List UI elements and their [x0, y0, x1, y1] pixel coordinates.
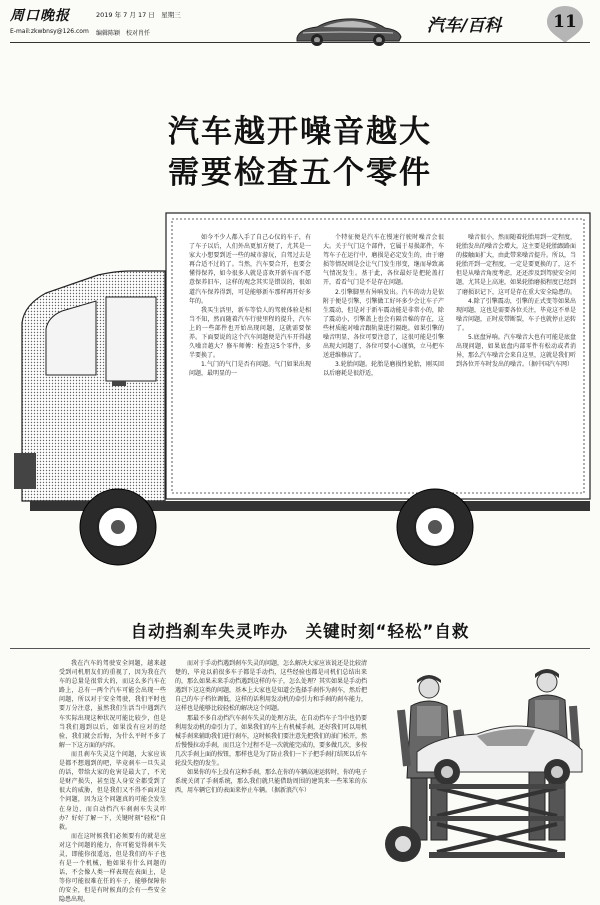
- paragraph: 而在这时候我们必须要有的就是应对这个问题的能力，你可能觉得刹车失灵，即能你很遥远，但是我们的车子也有是一个机械，他如果有什么问题的话，不会像人类一样表现在表面上，是等你可能很难在任的车子，能够保障你的安全，但是有时候真的会有一些安全隐患出现。: [59, 832, 166, 904]
- paragraph: 那最不多自动挡汽车刹车失灵的处理方法，在自动挡车子当中也仍要利用发动机的牵引力了，如果我们的车上有机械手刹，还好我们可以用机械手刹来辅助我们进行刹车，这时候我们要注意先把我们的油门松开，然后慢慢拉动手刹，而且这个过程不是一次就能完成的，要多做几次，多按几次手刹上面的按钮，那样也是为了防止我们一下子把手刹打结死以后车轮没失控的发生。: [175, 714, 368, 768]
- article2-column-1: [59, 659, 166, 905]
- paragraph: 个特征便是汽车在慢速行驶时噪音会很大。关于气门这个部件，它属于易损部件，车驾车子在运行中，磨损是必定发生的，由于磨损等情况则是会让气门发生形变，继而导致离气情况发生。基于此，各位最好是把轮盖打开，看看气门是不是存在问题。: [323, 234, 444, 287]
- editor-credits: 编辑陈颖 校对肖忏: [96, 30, 151, 37]
- paragraph: 我买生活里，新车等恰人的驾驶体验是相当不知，然而随着汽车行驶里程的提升，汽车上的一些部件也开始出现问题，这就需要保养。下面要说的这个汽车问题便是汽车开得越久噪音越大？修车师傅：检查这5个零件，多半要换了。: [189, 306, 311, 360]
- paragraph: 4.除了引擎震动，引擎的正式变等如果出现问题，这也是需要各位关注，毕竟这不单是噪音问题，正时皮带断裂，车子也就停止运转了。: [456, 297, 577, 332]
- header-divider: [10, 42, 590, 43]
- page-number: 11: [553, 12, 577, 32]
- article2-column-2: [175, 659, 367, 795]
- section-divider: [10, 648, 590, 649]
- article1-column-1: [189, 233, 311, 379]
- article1-column-3: [456, 233, 576, 369]
- headline-line-1: 汽车越开噪音越大: [168, 114, 432, 150]
- paragraph: 而对于手动挡遇到刹车失灵的问题，怎么解决大家应该说还是比较清楚的，毕竟以前很多车子都是手动挡，这些经验也都是司机们总结出来的，那么如果未来手动挡遇到这样的车子，怎么处理？其实如果是手动挡遇到下这这类的问题，基本上大家也是知道会选择手刹作为刹车，然后把自己的车子档位调低，这样的话利用发动机的牵引力和手刹的刹车能力，这样也是能够比较轻松的解决这个问题。: [175, 660, 368, 713]
- paragraph: 1.气门的气门是否有问题。气门如果出现问题，最明显的一: [189, 361, 311, 378]
- paragraph: 噪音很小，然而随着轮胎用到一定程度，轮胎发出的噪音会增大，这主要是轮胎跟路面的接触面扩大，由此带来噪音提升。所以，当轮胎开到一定程度，一定是要更换的了，这不但是从噪音角度考虑，还还涉及到驾驶安全问题，尤其是上高速，如果轮胎磨损程度已经到了磨损识记下，这可是存在重大安全隐患的。: [456, 234, 577, 296]
- masthead: 周口晚报: [10, 8, 70, 24]
- issue-date: 2019 年 7 月 17 日 星期三: [96, 11, 181, 19]
- article1-column-2: [323, 233, 444, 379]
- paragraph: 如果你的车上没有这种手刹，那么在你的车辆高速运转时，你的电子系统关闭了手刹系统，那么我们就只能借助周围的建筑来一些笨笨的东西，用车辆它们的表面来停止车辆。（据新浪汽车）: [175, 769, 368, 795]
- paragraph: 5.底盘异响。汽车噪音大也有可能是底盘出现问题，如果底盘内部零件有松动或者消异，那么汽车噪音会来自这里，这就是我们听到各位开车时发出的噪音。（据中国汽车网）: [456, 334, 577, 369]
- mechanics-lifting-car-illustration: [377, 666, 587, 871]
- paragraph: 而且刹车失灵这个问题，大家应该是都不想遇到的吧，毕竟刹车一旦失灵的话，带给大家的危害是最大了，不光是财产损失，甚至连人身安全都受到了很大的威胁，但是我们又不得不面对这个问题，因为这个问题真的可能会发生在身边，而自动挡汽车刹刹车失灵咋办？好好了解一下，关键时刻“轻松”自救。: [59, 750, 166, 831]
- paragraph: 如今不少人都入手了自己心仪的车子，有了车子以后，人们外出更加方便了，尤其是一家大小想要到近一些的城市游玩，自驾过去是再合适不过的了。当然，汽车要合开，也要会懂得保养，如今很多人就是喜欢开新车而不愿意保养旧车，这样的观念其实是错误的，很如道汽车保养得到，可是能够新车那样再开好多年的。: [189, 234, 311, 305]
- contact-email: E-mail:zkwbnsy@126.com: [10, 28, 89, 35]
- headline-article-2: 自动挡刹车失灵咋办 关键时刻“轻松”自救: [130, 622, 470, 641]
- paragraph: 2.引擎脚里有异响发出。汽车的动力是依附于便是引擎，引擎做工好坏多少会让车子产生震动，但是对于新车震动能是非常小的，除了震动小，引擎盖上也会有隔音棉的存在，这些材质能对噪音跟轨量进行隔绝。如果引擎的噪音明显，各位可要注意了，这很可能是引擎出现大问题了，各位可要小心谨慎，立马把车送进维修店了。: [323, 288, 444, 360]
- paragraph: 3.轮胎问题。轮胎是磨损性轮胎，刚买回以后磨耗是很舒适，: [323, 361, 444, 378]
- section-title: 汽车/百科: [427, 16, 502, 36]
- paragraph: 我在汽车的驾驶安全问题，越来越受到司机朋友们的重视了，因为我在汽车的总量是很常大的，而这么多汽车在路上，总有一两个汽车可能会出现一些问题，所以对于安全驾驶，我们平时也要万分注意，虽然我们生活当中遇到汽车实际出现这种状况可能比较少，但是当我们遇到以后，如果没有应对的经验，我们就会后悔，为什么平时不多了解一下这方面的内容。: [59, 660, 166, 749]
- headline-line-2: 需要检查五个零件: [168, 155, 432, 191]
